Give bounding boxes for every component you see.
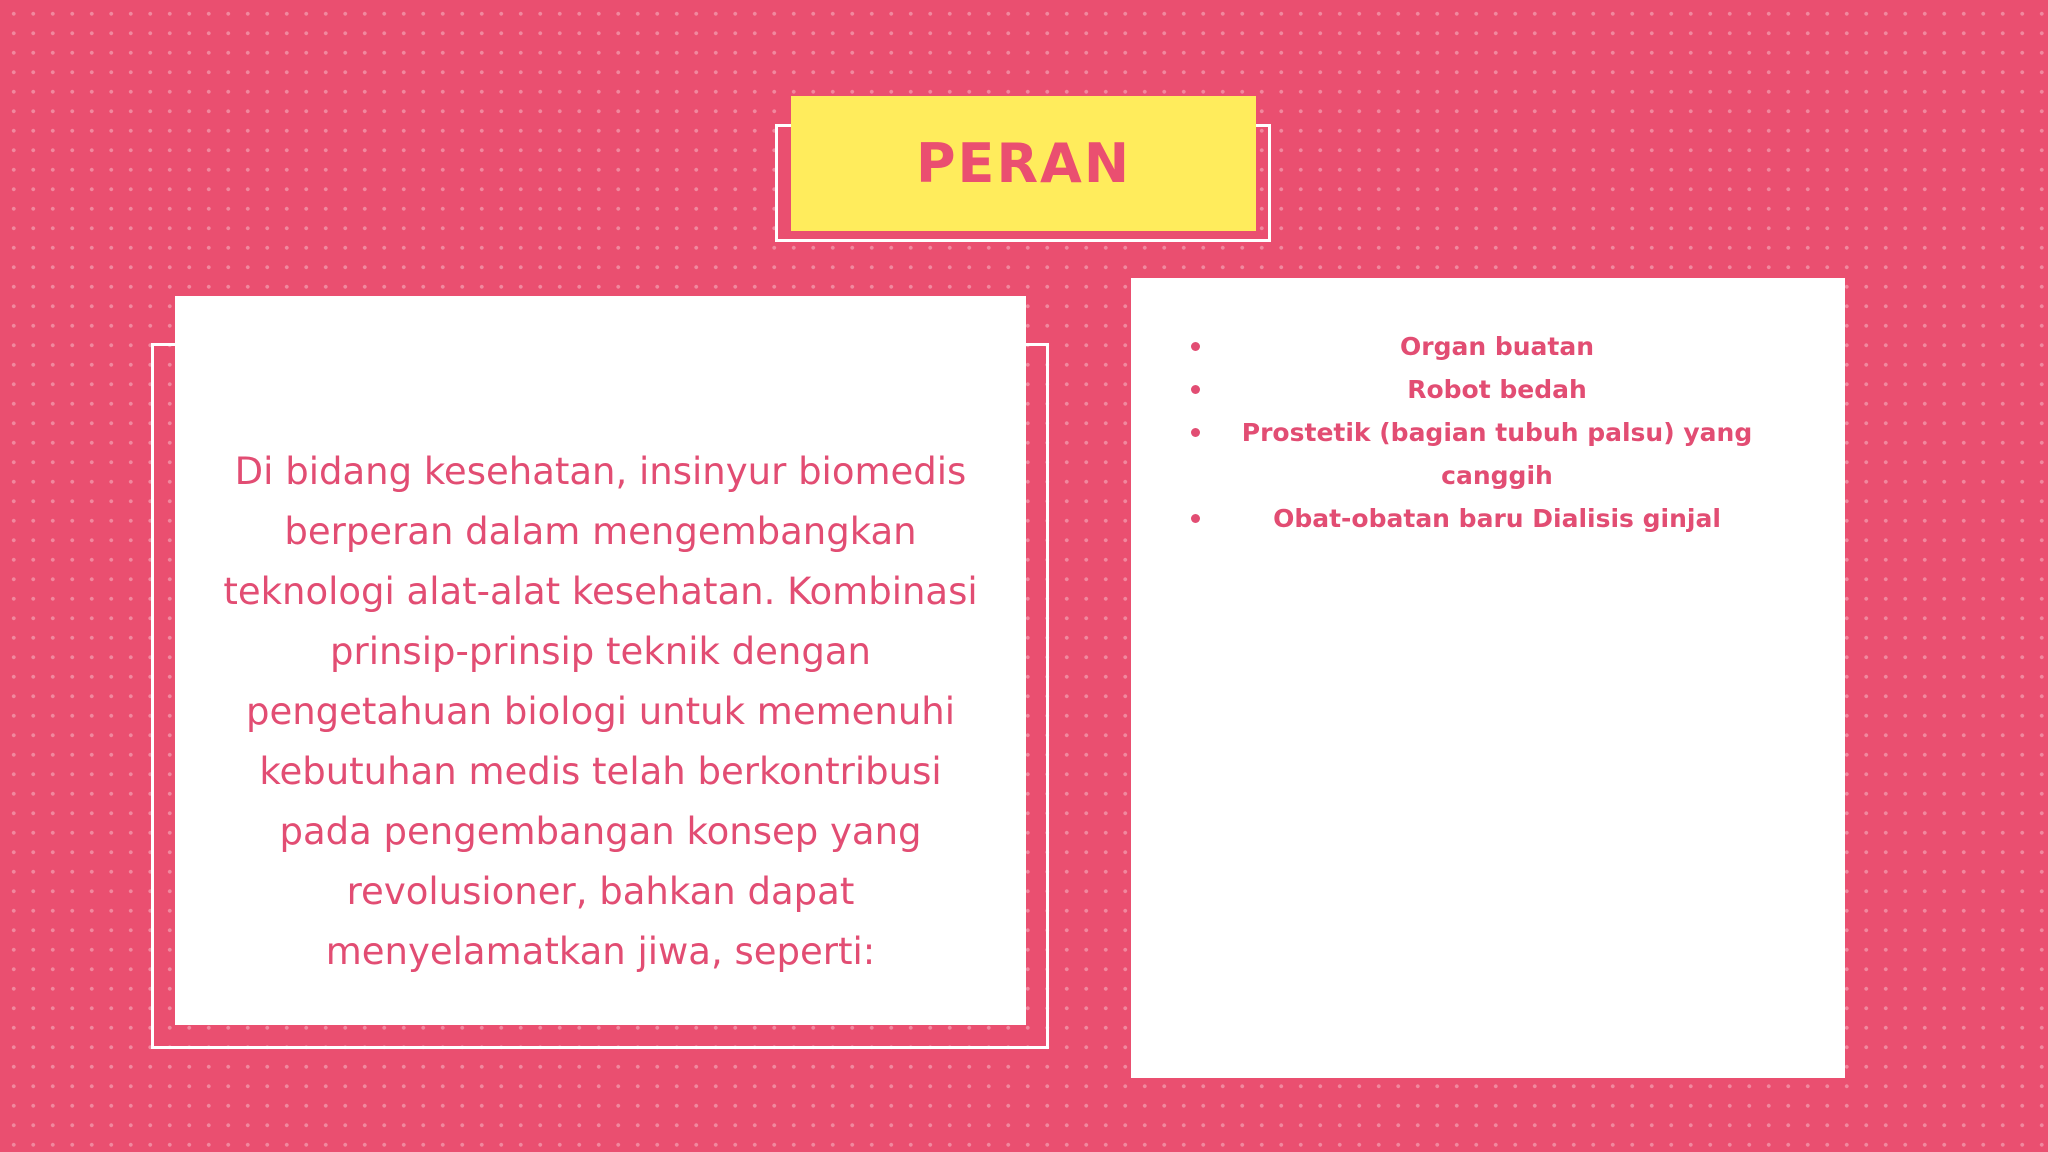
title-box [791, 96, 1256, 231]
list-item [1191, 497, 1791, 540]
bullet-list [1191, 325, 1791, 540]
list-item-label: Robot bedah [1407, 375, 1587, 404]
bullet-icon [1191, 385, 1200, 394]
list-item [1191, 411, 1791, 497]
bullet-icon [1191, 342, 1200, 351]
list-item [1191, 325, 1791, 368]
right-list-card [1131, 278, 1845, 1078]
list-item [1191, 368, 1791, 411]
bullet-icon [1191, 428, 1200, 437]
list-item-label: Obat-obatan baru Dialisis ginjal [1273, 504, 1721, 533]
bullet-icon [1191, 514, 1200, 523]
list-item-label: Organ buatan [1399, 332, 1595, 361]
left-text-card [175, 296, 1026, 1025]
list-item-label: Prostetik (bagian tubuh palsu) yang canggih [1241, 418, 1753, 490]
body-paragraph: Di bidang kesehatan, insinyur biomedis berperan dalam mengembangkan teknologi alat-alat kesehatan. Kombinasi prinsip-prinsip teknik dengan pengetahuan biologi untuk memenuhi kebutuhan medis telah berkontribusi pada pengembangan konsep yang revolusioner, bahkan dapat menyelamatkan jiwa, seperti: [223, 450, 978, 973]
slide-title: PERAN [915, 132, 1132, 195]
